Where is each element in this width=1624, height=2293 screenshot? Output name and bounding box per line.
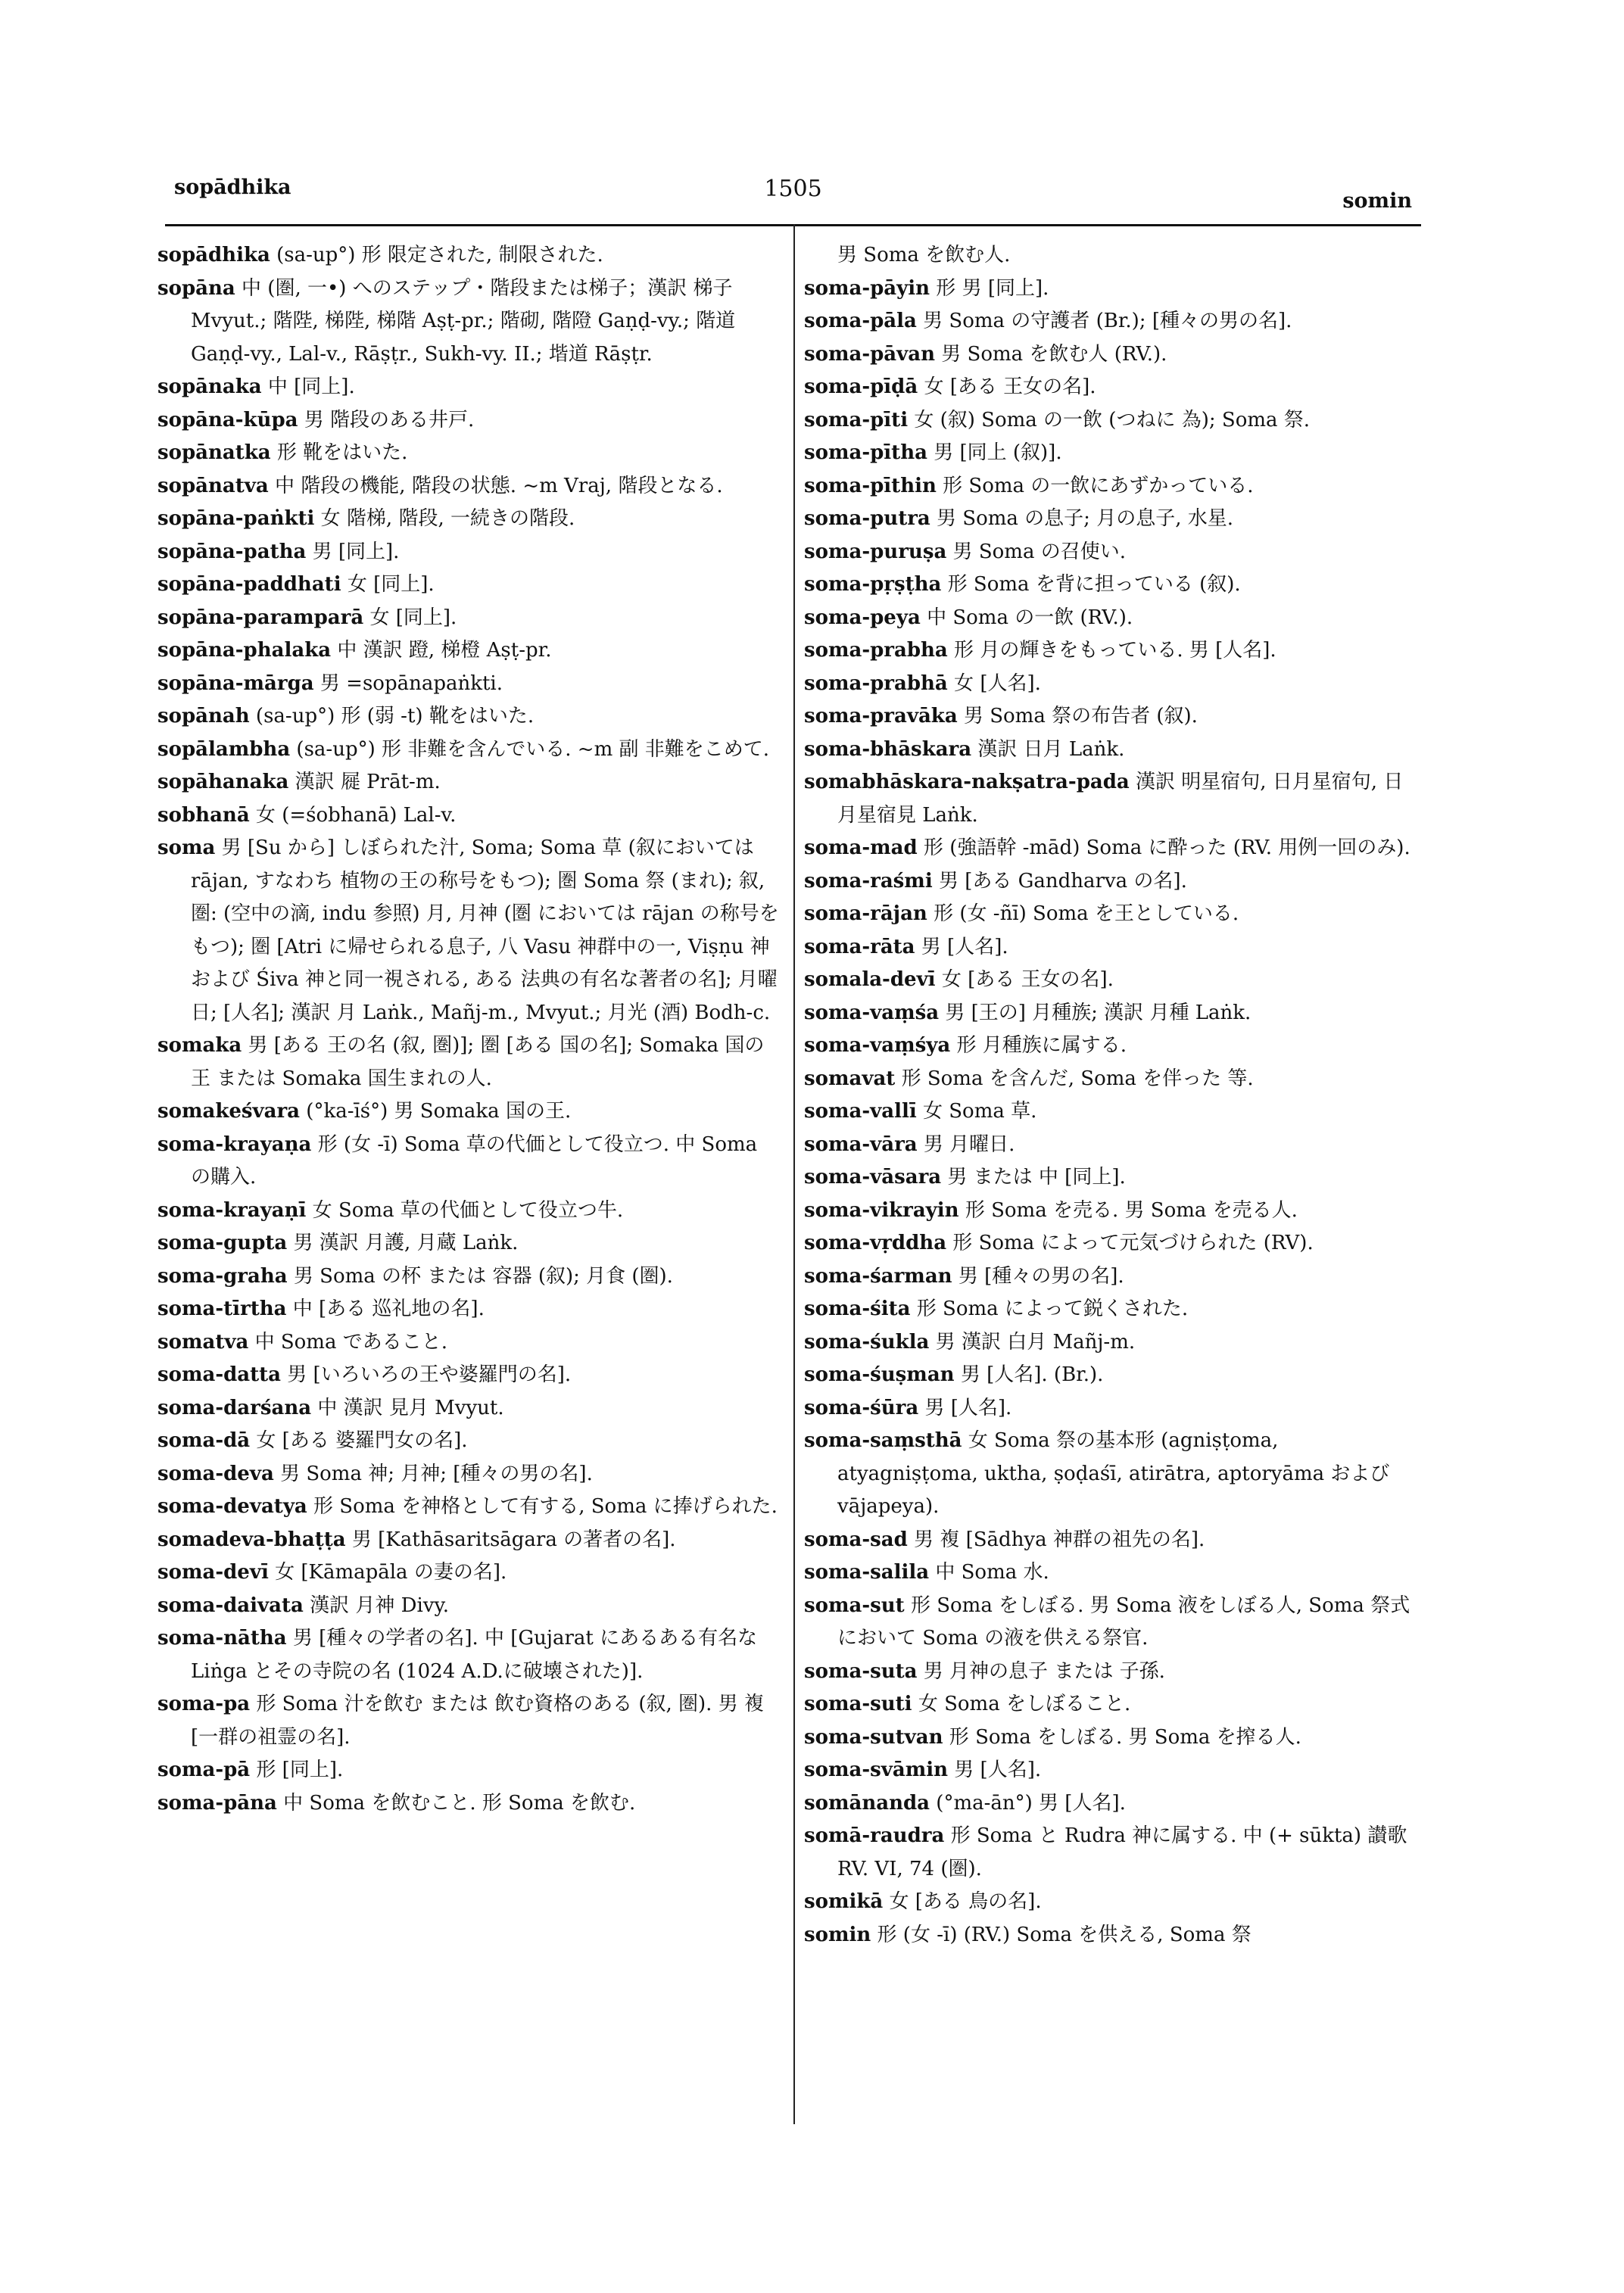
entry-definition: 男 Soma の守護者 (Br.); [種々の男の名].	[916, 310, 1292, 332]
dictionary-entry	[804, 536, 1417, 569]
entry-definition: 形 靴をはいた.	[270, 441, 408, 464]
entry-headword: soma-svāmin	[804, 1759, 949, 1781]
entry-definition: 男 [同上 (叙)].	[927, 441, 1062, 464]
dictionary-entry	[157, 1590, 783, 1623]
entry-definition: 形 男 [同上].	[930, 276, 1049, 300]
dictionary-entry	[804, 964, 1417, 997]
entry-headword: soma-bhāskara	[804, 737, 972, 761]
entry-definition: 中 漢訳 蹬, 梯橙 Aṣṭ-pr.	[331, 639, 552, 662]
dictionary-entry	[157, 1556, 783, 1590]
entry-definition: 中 漢訳 見月 Mvyut.	[311, 1396, 504, 1419]
entry-headword: soma-suta	[804, 1659, 918, 1683]
entry-definition: 形 Soma 汁を飲む または 飲む資格のある (叙, 圏). 男 複 [一群の祖霊の名].	[191, 1693, 764, 1749]
entry-headword: somadeva-bhaṭṭa	[157, 1528, 346, 1551]
entry-definition: 漢訳 明星宿句, 日月星宿句, 日月星宿見 Laṅk.	[837, 771, 1404, 827]
entry-definition: 女 [同上].	[341, 573, 435, 596]
dictionary-entry	[157, 239, 783, 273]
dictionary-entry	[804, 898, 1417, 931]
entry-definition: 形 Soma を神格として有する, Soma に捧げられた.	[307, 1495, 778, 1518]
entry-definition: 男 [ある Gandharva の名].	[932, 869, 1187, 893]
entry-definition: 形 Soma をしぼる. 男 Soma 液をしぼる人, Soma 祭式において Soma の液を供える祭官.	[837, 1594, 1410, 1650]
entry-definition: 中 [ある 巡礼地の名].	[286, 1298, 485, 1320]
entry-definition: 形 (強語幹 -mād) Soma に酔った (RV. 用例一回のみ).	[917, 837, 1410, 859]
entry-headword: soma-sut	[804, 1594, 905, 1617]
entry-headword: soma-vaṃśya	[804, 1034, 951, 1057]
entry-headword: soma-pīḍā	[804, 375, 918, 398]
dictionary-entry	[804, 273, 1417, 306]
entry-headword: sobhanā	[157, 803, 250, 827]
entry-definition: 形 Soma によって鋭くされた.	[910, 1298, 1189, 1320]
entry-definition: 形 Soma と Rudra 神に属する. 中 (+ sūkta) 讃歌 RV. VI, 74 (圏).	[837, 1824, 1407, 1880]
entry-headword: sopānatka	[157, 441, 271, 464]
dictionary-entry	[157, 1030, 783, 1095]
entry-definition: (sa-up°) 形 非難を含んでいる. ~m 副 非難をこめて.	[290, 737, 770, 761]
entry-headword: soma-saṃsthā	[804, 1429, 962, 1452]
column-divider	[793, 224, 795, 2124]
entry-headword: soma-vāsara	[804, 1166, 942, 1189]
entry-definition: 男 =sopānapaṅkti.	[313, 671, 503, 695]
entry-definition: 漢訳 月神 Divy.	[303, 1594, 449, 1617]
entry-headword: soma-suti	[804, 1693, 912, 1715]
dictionary-entry	[804, 1260, 1417, 1294]
entry-definition: 女 (=śobhanā) Lal-v.	[249, 803, 457, 827]
dictionary-entry	[157, 503, 783, 536]
dictionary-entry	[157, 1326, 783, 1360]
entry-definition: 男 [種々の学者の名]. 中 [Gujarat にあるある有名な Liṅga とその寺院の名 (1024 A.D.に破壊された)].	[191, 1627, 758, 1683]
dictionary-entry	[804, 1688, 1417, 1721]
dictionary-entry	[157, 273, 783, 372]
entry-definition: 男 [Kathāsaritsāgara の著者の名].	[345, 1528, 676, 1551]
entry-definition: (sa-up°) 形 (弱 -t) 靴をはいた.	[249, 705, 535, 727]
entry-headword: soma-śita	[804, 1298, 911, 1320]
dictionary-entry	[804, 1326, 1417, 1360]
entry-headword: soma-pāyin	[804, 276, 930, 300]
entry-definition: 男 漢訳 白月 Mañj-m.	[929, 1330, 1136, 1354]
dictionary-entry	[804, 1556, 1417, 1590]
dictionary-entry	[804, 1359, 1417, 1392]
dictionary-entry	[804, 503, 1417, 536]
dictionary-entry	[157, 1491, 783, 1524]
entry-definition: 男 [人名].	[918, 1396, 1012, 1419]
entry-headword: somā-raudra	[804, 1824, 945, 1847]
dictionary-entry	[157, 1524, 783, 1557]
dictionary-entry	[804, 338, 1417, 372]
entry-headword: soma-prabha	[804, 639, 948, 662]
entry-definition: 女 [ある 鳥の名].	[883, 1890, 1042, 1913]
dictionary-entry	[804, 1590, 1417, 1656]
dictionary-entry	[804, 1063, 1417, 1096]
entry-headword: sopāna-paddhati	[157, 573, 341, 596]
dictionary-entry	[157, 470, 783, 503]
entry-headword: sopāna-mārga	[157, 671, 314, 695]
entry-definition: 男 Soma を飲む人.	[837, 244, 1011, 266]
entry-definition: 形 Soma によって元気づけられた (RV).	[946, 1232, 1314, 1254]
entry-definition: 女 Soma 草.	[916, 1100, 1037, 1123]
dictionary-entry	[804, 634, 1417, 668]
header-right-guideword: somin	[1342, 189, 1412, 213]
entry-definition: 男 または 中 [同上].	[941, 1166, 1126, 1189]
entry-definition: 形 (女 -ī) (RV.) Soma を供える, Soma 祭	[871, 1923, 1252, 1946]
dictionary-entry	[157, 1227, 783, 1260]
entry-headword: soma-śūra	[804, 1396, 919, 1419]
entry-definition: 女 Soma をしぼること.	[912, 1693, 1131, 1715]
entry-headword: soma-krayaṇī	[157, 1198, 307, 1222]
entry-definition: (°ka-īś°) 男 Somaka 国の王.	[300, 1100, 572, 1123]
entry-headword: soma-putra	[804, 507, 930, 530]
dictionary-entry	[804, 404, 1417, 438]
dictionary-entry	[804, 602, 1417, 635]
dictionary-entry	[804, 1721, 1417, 1755]
entry-headword: sopāna	[157, 276, 235, 300]
dictionary-entry	[804, 1293, 1417, 1326]
entry-definition: 中 階段の機能, 階段の状態. ~m Vraj, 階段となる.	[268, 474, 723, 497]
dictionary-entry	[804, 437, 1417, 470]
entry-definition: 男 Soma 祭の布告者 (叙).	[957, 705, 1198, 727]
entry-headword: soma-devatya	[157, 1495, 307, 1518]
entry-definition: 形 (女 -ñī) Soma を王としている.	[927, 902, 1239, 925]
entry-headword: soma-vaṃśa	[804, 1001, 940, 1024]
entry-definition: 漢訳 日月 Laṅk.	[971, 737, 1125, 761]
entry-headword: soma-sad	[804, 1528, 908, 1551]
entry-headword: sopānatva	[157, 474, 269, 497]
entry-headword: soma-śarman	[804, 1264, 952, 1288]
dictionary-entry	[804, 1820, 1417, 1886]
entry-headword: somānanda	[804, 1791, 930, 1815]
entry-headword: sopānaka	[157, 375, 262, 398]
dictionary-entry	[157, 734, 783, 767]
entry-definition: 男 [人名].	[915, 935, 1008, 958]
entry-headword: soma-deva	[157, 1462, 274, 1485]
entry-definition: 漢訳 屣 Prāt-m.	[288, 771, 441, 793]
entry-headword: soma-tīrtha	[157, 1298, 287, 1320]
entry-headword: soma-datta	[157, 1363, 282, 1386]
dictionary-entry	[804, 1656, 1417, 1689]
entry-headword: soma-sutvan	[804, 1725, 943, 1749]
entry-definition: 男 [人名]. (Br.).	[954, 1363, 1104, 1386]
entry-definition: 形 (女 -ī) Soma 草の代価として役立つ. 中 Soma の購入.	[191, 1132, 758, 1189]
entry-headword: sopāna-paṅkti	[157, 507, 315, 530]
entry-headword: sopāna-patha	[157, 540, 307, 563]
dictionary-entry	[157, 1458, 783, 1491]
dictionary-entry	[157, 1260, 783, 1294]
dictionary-entry	[157, 1392, 783, 1425]
entry-definition: 女 [ある 王女の名].	[935, 968, 1114, 991]
dictionary-entry	[157, 1293, 783, 1326]
entry-headword: somala-devī	[804, 968, 936, 991]
right-column	[804, 239, 1417, 1952]
dictionary-entry	[804, 305, 1417, 338]
dictionary-entry	[804, 1787, 1417, 1821]
entry-definition: 女 Soma 祭の基本形 (agniṣṭoma, atyagniṣṭoma, uktha, ṣoḍaśī, atirātra, aptoryāma および vājapeya).	[837, 1429, 1390, 1518]
entry-definition: 中 Soma であること.	[248, 1330, 447, 1354]
entry-headword: sopāna-paramparā	[157, 606, 364, 629]
dictionary-entry	[804, 832, 1417, 865]
entry-definition: 女 Soma 草の代価として役立つ牛.	[306, 1198, 624, 1222]
dictionary-entry	[157, 1095, 783, 1129]
entry-headword: soma-rājan	[804, 902, 927, 925]
entry-definition: 男 Soma を飲む人 (RV.).	[935, 342, 1167, 366]
dictionary-entry	[157, 1754, 783, 1787]
dictionary-entry	[804, 997, 1417, 1030]
entry-definition: 形 Soma を含んだ, Soma を伴った 等.	[895, 1067, 1254, 1090]
entry-definition: 女 [ある 王女の名].	[918, 375, 1096, 398]
dictionary-entry	[157, 668, 783, 701]
entry-headword: soma-pa	[157, 1693, 251, 1715]
dictionary-entry	[804, 1095, 1417, 1129]
entry-definition: 男 月曜日.	[917, 1132, 1015, 1156]
entry-definition: 形 Soma を背に担っている (叙).	[941, 573, 1241, 596]
dictionary-entry	[157, 1787, 783, 1821]
entry-headword: soma-puruṣa	[804, 540, 947, 563]
dictionary-entry	[804, 1425, 1417, 1524]
entry-headword: somabhāskara-nakṣatra-pada	[804, 771, 1130, 793]
dictionary-entry	[804, 734, 1417, 767]
dictionary-entry	[157, 602, 783, 635]
dictionary-entry	[157, 766, 783, 799]
entry-headword: soma-nātha	[157, 1627, 287, 1650]
entry-headword: soma-pāna	[157, 1791, 277, 1815]
entry-headword: soma-vallī	[804, 1100, 917, 1123]
dictionary-entry	[804, 1919, 1417, 1952]
entry-definition: 男 Soma の杯 または 容器 (叙); 月食 (圏).	[287, 1264, 673, 1288]
dictionary-entry	[804, 239, 1417, 273]
entry-headword: somin	[804, 1923, 871, 1946]
entry-definition: 男 漢訳 月護, 月蔵 Laṅk.	[287, 1232, 519, 1254]
entry-definition: 女 階梯, 階段, 一続きの階段.	[314, 507, 575, 530]
entry-headword: soma-vikrayin	[804, 1198, 959, 1222]
entry-headword: somaka	[157, 1034, 242, 1057]
dictionary-entry	[804, 1030, 1417, 1063]
dictionary-entry	[157, 1425, 783, 1458]
entry-definition: 中 Soma の一飲 (RV.).	[920, 606, 1133, 629]
dictionary-entry	[804, 865, 1417, 899]
entry-definition: 男 [人名].	[948, 1759, 1042, 1781]
dictionary-entry	[157, 832, 783, 1030]
entry-headword: somavat	[804, 1067, 896, 1090]
dictionary-entry	[804, 1195, 1417, 1228]
entry-headword: sopāna-kūpa	[157, 408, 298, 431]
entry-definition: 形 Soma をしぼる. 男 Soma を搾る人.	[943, 1725, 1301, 1749]
dictionary-entry	[157, 1195, 783, 1228]
entry-headword: soma-dā	[157, 1429, 251, 1452]
entry-headword: sopāhanaka	[157, 771, 289, 793]
dictionary-entry	[804, 766, 1417, 832]
entry-headword: somatva	[157, 1330, 249, 1354]
entry-headword: soma-krayaṇa	[157, 1132, 312, 1156]
entry-headword: soma-daivata	[157, 1594, 304, 1617]
entry-headword: soma-devī	[157, 1561, 269, 1584]
dictionary-entry	[157, 1129, 783, 1195]
entry-headword: soma-śuṣman	[804, 1363, 955, 1386]
entry-definition: 中 (圏, 一•) へのステップ・階段または梯子；漢訳 梯子 Mvyut.; 階陛, 梯陛, 梯階 Aṣṭ-pr.; 階砌, 階隥 Gaṇḍ-vy.; 階道 Gaṇḍ-vy., Lal-v., Rāṣṭr., Sukh-vy. II.; 堦道 Rāṣṭr.	[191, 276, 736, 366]
entry-headword: soma-mad	[804, 837, 918, 859]
dictionary-entry	[157, 536, 783, 569]
entry-definition: 男 Soma 神; 月神; [種々の男の名].	[273, 1462, 593, 1485]
dictionary-entry	[804, 470, 1417, 503]
entry-definition: 男 [Su から] しぼられた汁, Soma; Soma 草 (叙においては rājan, すなわち 植物の王の称号をもつ); 圏 Soma 祭 (まれ); 叙, 圏: (空中の滴, indu 参照) 月, 月神 (圏 においては rājan の称号をもつ); 圏 [Atri に帰せられる息子, 八 Vasu 神群中の一, Viṣṇu 神 および Śiva 神と同一視される, ある 法典の有名な著者の名]; 月曜日; [人名]; 漢訳 月 Laṅk., Mañj-m., Mvyut.; 月光 (酒) Bodh-c.	[191, 837, 779, 1024]
entry-definition: 女 [同上].	[363, 606, 457, 629]
entry-headword: soma-pāvan	[804, 342, 936, 366]
entry-definition: 形 [同上].	[250, 1759, 344, 1781]
header-left-guideword: sopādhika	[174, 176, 291, 199]
dictionary-entry	[157, 634, 783, 668]
entry-definition: 形 月の輝きをもっている. 男 [人名].	[947, 639, 1276, 662]
entry-definition: 女 [ある 婆羅門女の名].	[250, 1429, 468, 1452]
dictionary-entry	[804, 931, 1417, 964]
entry-headword: soma-gupta	[157, 1232, 288, 1254]
page-header	[174, 176, 1412, 221]
entry-definition: 男 Soma の息子; 月の息子, 水星.	[930, 507, 1233, 530]
entry-headword: soma-pravāka	[804, 705, 958, 727]
entry-definition: 形 Soma を売る. 男 Soma を売る人.	[959, 1198, 1298, 1222]
dictionary-entry	[157, 371, 783, 404]
dictionary-entry	[157, 404, 783, 438]
entry-definition: 中 Soma を飲むこと. 形 Soma を飲む.	[276, 1791, 636, 1815]
dictionary-entry	[804, 668, 1417, 701]
entry-headword: soma-pīthin	[804, 474, 937, 497]
left-column	[157, 239, 783, 1820]
entry-definition: 女 (叙) Soma の一飲 (つねに 為); Soma 祭.	[908, 408, 1311, 431]
dictionary-entry	[157, 700, 783, 734]
entry-headword: soma-salila	[804, 1561, 930, 1584]
entry-headword: soma-prabhā	[804, 671, 948, 695]
entry-definition: 中 Soma 水.	[929, 1561, 1049, 1584]
dictionary-entry	[157, 569, 783, 602]
entry-definition: 女 [人名].	[947, 671, 1041, 695]
entry-definition: 男 階段のある井戸.	[298, 408, 475, 431]
entry-definition: 男 [ある 王の名 (叙, 圏)]; 圏 [ある 国の名]; Somaka 国の王 または Somaka 国生まれの人.	[191, 1034, 765, 1090]
entry-definition: 男 複 [Sādhya 神群の祖先の名].	[907, 1528, 1205, 1551]
entry-headword: sopādhika	[157, 244, 270, 266]
entry-headword: soma-raśmi	[804, 869, 933, 893]
dictionary-entry	[804, 1392, 1417, 1425]
entry-definition: 男 [いろいろの王や婆羅門の名].	[281, 1363, 572, 1386]
dictionary-entry	[157, 1359, 783, 1392]
dictionary-entry	[804, 1524, 1417, 1557]
page-number: 1505	[764, 176, 822, 202]
dictionary-entry	[804, 569, 1417, 602]
entry-definition: 男 Soma の召使い.	[946, 540, 1126, 563]
dictionary-entry	[804, 1754, 1417, 1787]
entry-headword: soma-pā	[157, 1759, 251, 1781]
entry-definition: (°ma-ān°) 男 [人名].	[930, 1791, 1126, 1815]
entry-headword: soma-darśana	[157, 1396, 312, 1419]
dictionary-entry	[804, 1886, 1417, 1919]
dictionary-entry	[157, 799, 783, 833]
entry-headword: soma-pāla	[804, 310, 917, 332]
entry-headword: sopāna-phalaka	[157, 639, 332, 662]
entry-headword: soma-pītha	[804, 441, 927, 464]
entry-headword: somakeśvara	[157, 1100, 301, 1123]
dictionary-entry	[157, 1688, 783, 1754]
dictionary-entry	[804, 700, 1417, 734]
entry-headword: soma-śukla	[804, 1330, 930, 1354]
entry-headword: soma-pṛṣṭha	[804, 573, 942, 596]
entry-headword: soma-peya	[804, 606, 921, 629]
dictionary-entry	[804, 1129, 1417, 1162]
entry-headword: soma-vāra	[804, 1132, 918, 1156]
entry-definition: 女 [Kāmapāla の妻の名].	[268, 1561, 507, 1584]
entry-definition: (sa-up°) 形 限定された, 制限された.	[270, 244, 603, 266]
entry-headword: soma	[157, 837, 216, 859]
dictionary-entry	[157, 437, 783, 470]
entry-headword: soma-rāta	[804, 935, 915, 958]
entry-definition: 中 [同上].	[261, 375, 355, 398]
entry-headword: soma-vṛddha	[804, 1232, 947, 1254]
dictionary-entry	[804, 371, 1417, 404]
entry-definition: 男 [王の] 月種族; 漢訳 月種 Laṅk.	[939, 1001, 1252, 1024]
entry-definition: 男 月神の息子 または 子孫.	[917, 1659, 1165, 1683]
entry-definition: 男 [種々の男の名].	[952, 1264, 1124, 1288]
entry-headword: soma-graha	[157, 1264, 288, 1288]
entry-headword: sopānah	[157, 705, 250, 727]
entry-definition: 形 月種族に属する.	[950, 1034, 1127, 1057]
dictionary-entry	[157, 1622, 783, 1688]
entry-headword: somikā	[804, 1890, 884, 1913]
entry-definition: 形 Soma の一飲にあずかっている.	[936, 474, 1254, 497]
entry-definition: 男 [同上].	[306, 540, 400, 563]
entry-headword: sopālambha	[157, 737, 291, 761]
entry-headword: soma-pīti	[804, 408, 909, 431]
dictionary-entry	[804, 1161, 1417, 1195]
dictionary-entry	[804, 1227, 1417, 1260]
